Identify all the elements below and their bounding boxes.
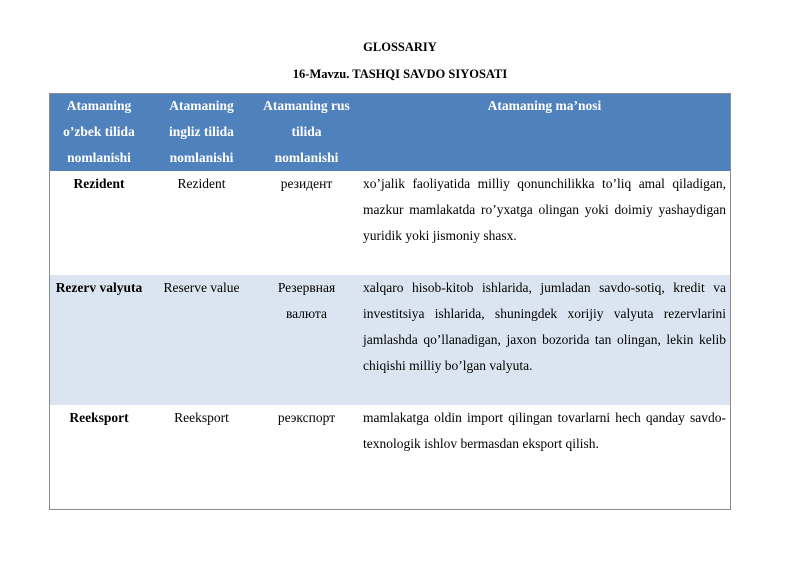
document-subtitle: 16-Mavzu. TASHQI SAVDO SIYOSATI <box>292 67 508 81</box>
term-russian: реэкспорт <box>254 405 359 509</box>
table-row <box>49 275 730 405</box>
table-header-row <box>49 93 730 171</box>
glossary-table <box>49 93 730 509</box>
term-english: Reeksport <box>149 405 254 509</box>
term-meaning: xalqaro hisob-kitob ishlarida, jumladan savdo-sotiq, kredit va investitsiya ishlarida, shuningdek xorijiy valyuta rezervlarini jamlashda qo’llanadigan, jaxon bozorida tan olingan, lekin kelib chiqishi milliy bo’lgan valyuta. <box>359 275 730 405</box>
term-uzbek: Rezident <box>49 171 149 275</box>
document-title: GLOSSARIY <box>363 40 437 54</box>
header-meaning: Atamaning ma’nosi <box>359 93 730 171</box>
header-english-term: Atamaning ingliz tilida nomlanishi <box>149 93 254 171</box>
term-russian: Резервная валюта <box>254 275 359 405</box>
term-russian: резидент <box>254 171 359 275</box>
term-uzbek: Reeksport <box>49 405 149 509</box>
term-uzbek: Rezerv valyuta <box>49 275 149 405</box>
header-uzbek-term: Atamaning o’zbek tilida nomlanishi <box>49 93 149 171</box>
table-row <box>49 405 730 509</box>
table-row <box>49 171 730 275</box>
term-meaning: xo’jalik faoliyatida milliy qonunchilikka to’liq amal qiladigan, mazkur mamlakatda ro’yxatga olingan yoki doimiy yashaydigan yuridik yoki jismoniy shasx. <box>359 171 730 275</box>
header-russian-term: Atamaning rus tilida nomlanishi <box>254 93 359 171</box>
term-meaning: mamlakatga oldin import qilingan tovarlarni hech qanday savdo-texnologik ishlov bermasdan eksport qilish. <box>359 405 730 509</box>
term-english: Rezident <box>149 171 254 275</box>
term-english: Reserve value <box>149 275 254 405</box>
